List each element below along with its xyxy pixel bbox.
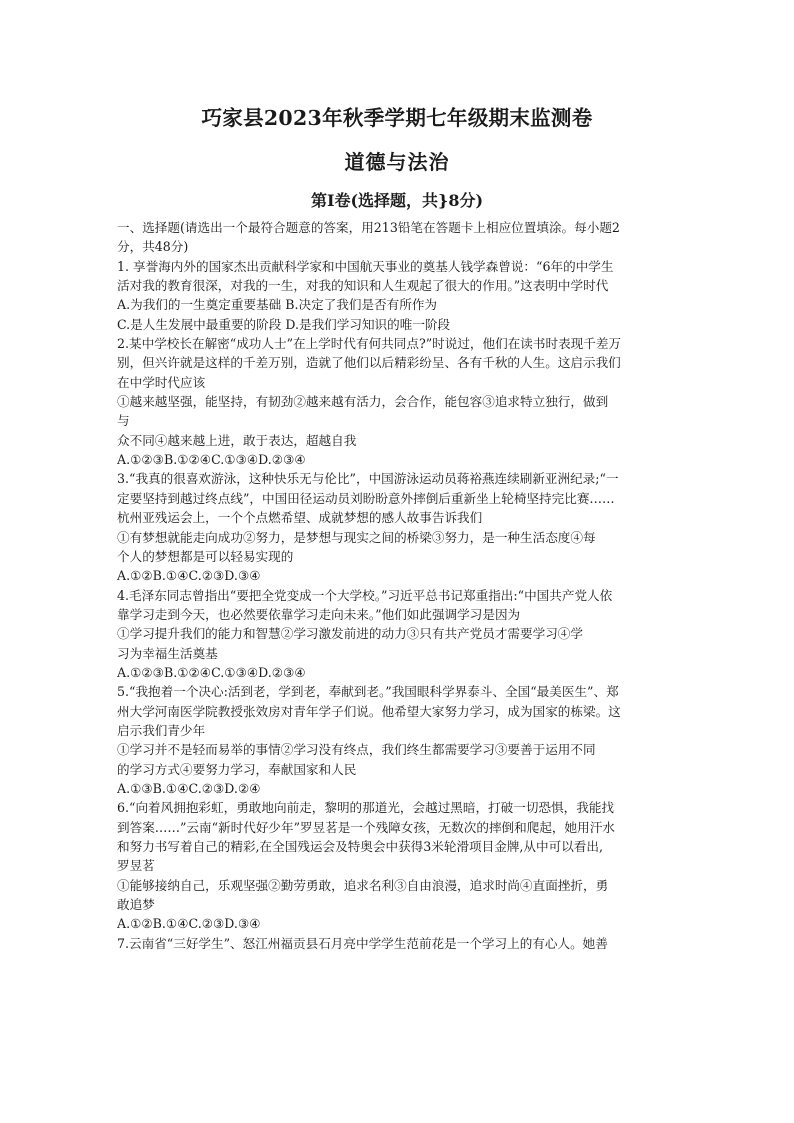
subject-title: 道德与法治	[344, 150, 450, 174]
text-line: 6.“向着风拥抱彩虹，勇敢地向前走，黎明的那道光，会越过黑暗，打破一切恐惧，我能找	[117, 800, 615, 816]
text-line: 4.毛泽东同志曾指出“要把全党变成一个大学校。”习近平总书记郑重指出:“中国共产党人依	[117, 587, 613, 603]
text-line: A.为我们的一生奠定重要基础 B.决定了我们是否有所作为	[117, 297, 438, 313]
text-line: 3.“我真的很喜欢游泳，这种快乐无与伦比”，中国游泳运动员蒋裕燕连续刷新亚洲纪录;“一	[117, 471, 619, 487]
text-line: 7.云南省“三好学生”、怒江州福贡县石月亮中学学生范前花是一个学习上的有心人。她善	[117, 935, 608, 951]
text-line: 个人的梦想都是可以轻易实现的	[117, 548, 294, 564]
text-line: A.①②B.①④C.②③D.③④	[117, 568, 261, 584]
text-line: 5.“我抱着一个决心:活到老，学到老，奉献到老。”我国眼科学界泰斗、全国“最美医生”、郑	[117, 684, 619, 700]
text-line: 2.某中学校长在解密“成功人士”在上学时代有何共同点?”时说过，他们在读书时表现千差万	[117, 336, 622, 352]
text-line: 州大学河南医学院教授张效房对青年学子们说。他希望大家努力学习，成为国家的栋梁。这	[117, 703, 621, 719]
text-line: 定要坚持到越过终点线”，中国田径运动员刘盼盼意外摔倒后重新坐上轮椅坚持完比赛……	[117, 490, 615, 506]
text-line: 别，但兴许就是这样的千差万别，造就了他们以后精彩纷呈、各有千秋的人生。这启示我们	[117, 355, 621, 371]
text-line: 罗昱茗	[117, 858, 155, 874]
text-line: C.是人生发展中最重要的阶段 D.是我们学习知识的唯一阶段	[117, 316, 451, 332]
text-line: A.①②B.①④C.②③D.③④	[117, 916, 261, 932]
text-line: 与	[117, 413, 130, 429]
text-line: 习为幸福生活奠基	[117, 645, 218, 661]
text-line: 杭州亚残运会上，一个个点燃希望、成就梦想的感人故事告诉我们	[117, 510, 483, 526]
text-line: ①有梦想就能走向成功②努力，是梦想与现实之间的桥梁③努力，是一种生活态度④每	[117, 529, 596, 545]
text-line: 靠学习走到今天，也必然要依靠学习走向未来。”他们如此强调学习是因为	[117, 606, 521, 622]
text-line: 和努力书写着自己的精彩,在全国残运会及特奥会中获得3米轮滑项目金牌,从中可以看出,	[117, 839, 603, 854]
text-line: 启示我们青少年	[117, 722, 206, 738]
text-line: ①越来越坚强，能坚持，有韧劲②越来越有活力，会合作，能包容③追求特立独行，做到	[117, 394, 609, 410]
text-line: A.①②③B.①②④C.①③④D.②③④	[117, 664, 306, 680]
text-line: 活对我的教育很深，对我的一生，对我的知识和人生观起了很大的作用。”这表明中学时代	[117, 278, 609, 294]
text-line: A.①②③B.①②④C.①③④D.②③④	[117, 452, 306, 468]
text-line: 众不同④越来越上进，敢于表达，超越自我	[117, 432, 357, 448]
text-line: ①能够接纳自己，乐观坚强②勤劳勇敢，追求名利③自由浪漫，追求时尚④直面挫折，勇	[117, 877, 609, 893]
text-line: ①学习并不是轻而易举的事情②学习没有终点，我们终生都需要学习③要善于运用不同	[117, 742, 596, 758]
text-line: ①学习提升我们的能力和智慧②学习激发前进的动力③只有共产党员才需要学习④学	[117, 626, 583, 642]
section-title: 第I卷(选择题，共}8分)	[310, 191, 484, 210]
text-line: 的学习方式④要努力学习，奉献国家和人民	[117, 761, 357, 777]
text-line: A.①③B.①④C.②③D.②④	[117, 780, 261, 796]
question-body	[117, 218, 682, 953]
text-line: 分，共48分)	[117, 239, 189, 255]
text-line: 在中学时代应该	[117, 374, 206, 390]
exam-title: 巧家县2023年秋季学期七年级期末监测卷	[201, 106, 593, 130]
text-line: 一、选择题(请选出一个最符合题意的答案，用213铅笔在答题卡上相应位置填涂。每小题2	[117, 220, 620, 235]
text-line: 1. 享誉海内外的国家杰出贡献科学家和中国航天事业的奠基人钱学森曾说：“6年的中学生	[117, 258, 614, 274]
text-line: 到答案……”云南“新时代好少年”罗昱茗是一个残障女孩，无数次的摔倒和爬起，她用汗水	[117, 819, 615, 835]
text-line: 敢追梦	[117, 897, 155, 913]
